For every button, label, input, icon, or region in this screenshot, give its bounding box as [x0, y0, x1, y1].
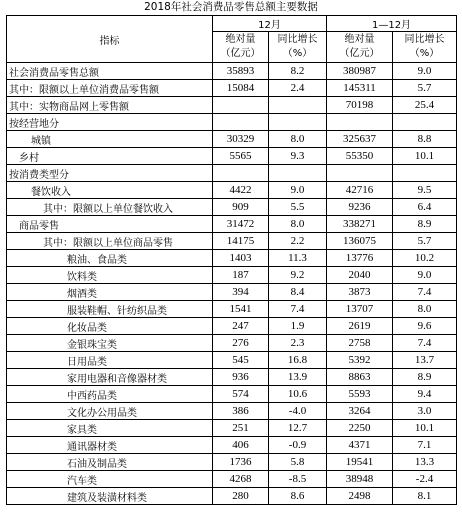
ytd-absolute-cell: 38948 [327, 471, 393, 488]
ytd-yoy-cell: 6.4 [393, 199, 457, 216]
dec-yoy-cell: 12.7 [269, 420, 327, 437]
ytd-yoy-cell: 5.7 [393, 80, 457, 97]
dec-yoy-cell: 16.8 [269, 352, 327, 369]
dec-yoy-cell: 8.4 [269, 284, 327, 301]
ytd-absolute-cell: 13707 [327, 301, 393, 318]
ytd-absolute-cell: 2040 [327, 267, 393, 284]
dec-absolute-cell: 1541 [213, 301, 269, 318]
ytd-yoy-cell [393, 165, 457, 182]
header-december: 12月 [213, 16, 327, 32]
ytd-absolute-cell: 70198 [327, 97, 393, 114]
header-jan-dec: 1—12月 [327, 16, 457, 32]
dec-yoy-cell: -0.9 [269, 437, 327, 454]
row-label: 建筑及装潢材料类 [7, 488, 213, 505]
ytd-yoy-cell: 10.1 [393, 148, 457, 165]
dec-absolute-cell: 251 [213, 420, 269, 437]
dec-yoy-cell: 11.3 [269, 250, 327, 267]
ytd-absolute-cell: 145311 [327, 80, 393, 97]
dec-absolute-cell: 936 [213, 369, 269, 386]
table-row [7, 454, 457, 471]
table-row [7, 471, 457, 488]
ytd-absolute-cell: 2498 [327, 488, 393, 505]
table-row [7, 165, 457, 182]
row-label: 家用电器和音像器材类 [7, 369, 213, 386]
ytd-absolute-cell: 3873 [327, 284, 393, 301]
ytd-yoy-cell: 8.0 [393, 301, 457, 318]
ytd-yoy-cell: 10.1 [393, 420, 457, 437]
ytd-yoy-cell: 25.4 [393, 97, 457, 114]
table-row [7, 131, 457, 148]
header-dec-absolute: 绝对量 （亿元） [213, 32, 269, 63]
dec-absolute-cell: 394 [213, 284, 269, 301]
ytd-absolute-cell: 9236 [327, 199, 393, 216]
row-label: 饮料类 [7, 267, 213, 284]
ytd-yoy-cell: 9.0 [393, 267, 457, 284]
ytd-yoy-cell: 7.1 [393, 437, 457, 454]
dec-yoy-cell: 5.8 [269, 454, 327, 471]
table-row [7, 352, 457, 369]
row-label: 烟酒类 [7, 284, 213, 301]
row-label: 日用品类 [7, 352, 213, 369]
dec-absolute-cell: 276 [213, 335, 269, 352]
table-row [7, 80, 457, 97]
table-row [7, 267, 457, 284]
ytd-yoy-cell: 9.0 [393, 63, 457, 80]
row-label: 其中：限额以上单位消费品零售额 [7, 80, 213, 97]
dec-absolute-cell [213, 97, 269, 114]
dec-absolute-cell: 4268 [213, 471, 269, 488]
row-label: 其中：实物商品网上零售额 [7, 97, 213, 114]
dec-absolute-cell: 247 [213, 318, 269, 335]
table-row [7, 284, 457, 301]
ytd-yoy-cell: 10.2 [393, 250, 457, 267]
dec-yoy-cell: 2.3 [269, 335, 327, 352]
dec-yoy-cell: 9.0 [269, 182, 327, 199]
row-label: 通讯器材类 [7, 437, 213, 454]
ytd-absolute-cell: 8863 [327, 369, 393, 386]
table-row [7, 233, 457, 250]
ytd-absolute-cell [327, 114, 393, 131]
row-label: 按消费类型分 [7, 165, 213, 182]
dec-yoy-cell: 1.9 [269, 318, 327, 335]
dec-yoy-cell: 8.0 [269, 131, 327, 148]
ytd-yoy-cell: 9.6 [393, 318, 457, 335]
table-row [7, 301, 457, 318]
header-ytd-yoy: 同比增长 （%） [393, 32, 457, 63]
row-label: 其中：限额以上单位餐饮收入 [7, 199, 213, 216]
row-label: 餐饮收入 [7, 182, 213, 199]
ytd-yoy-cell: 9.4 [393, 386, 457, 403]
dec-absolute-cell: 909 [213, 199, 269, 216]
ytd-absolute-cell: 2758 [327, 335, 393, 352]
row-label: 汽车类 [7, 471, 213, 488]
ytd-absolute-cell [327, 165, 393, 182]
row-label: 服装鞋帽、针纺织品类 [7, 301, 213, 318]
dec-absolute-cell: 1736 [213, 454, 269, 471]
ytd-absolute-cell: 5392 [327, 352, 393, 369]
ytd-yoy-cell: 7.4 [393, 284, 457, 301]
dec-absolute-cell [213, 165, 269, 182]
dec-absolute-cell [213, 114, 269, 131]
row-label: 社会消费品零售总额 [7, 63, 213, 80]
dec-absolute-cell: 386 [213, 403, 269, 420]
dec-absolute-cell: 5565 [213, 148, 269, 165]
table-row [7, 216, 457, 233]
header-dec-yoy: 同比增长 （%） [269, 32, 327, 63]
ytd-yoy-cell: 8.9 [393, 369, 457, 386]
ytd-yoy-cell: 13.3 [393, 454, 457, 471]
row-label: 中西药品类 [7, 386, 213, 403]
table-row [7, 97, 457, 114]
ytd-absolute-cell: 55350 [327, 148, 393, 165]
dec-yoy-cell: 8.0 [269, 216, 327, 233]
ytd-yoy-cell: -2.4 [393, 471, 457, 488]
table-row [7, 63, 457, 80]
dec-yoy-cell [269, 97, 327, 114]
table-title: 2018年社会消费品零售总额主要数据 [144, 1, 318, 13]
ytd-absolute-cell: 325637 [327, 131, 393, 148]
ytd-yoy-cell: 3.0 [393, 403, 457, 420]
ytd-absolute-cell: 2619 [327, 318, 393, 335]
ytd-yoy-cell: 8.1 [393, 488, 457, 505]
ytd-absolute-cell: 380987 [327, 63, 393, 80]
ytd-absolute-cell: 3264 [327, 403, 393, 420]
dec-yoy-cell: 9.2 [269, 267, 327, 284]
dec-yoy-cell: 10.6 [269, 386, 327, 403]
dec-yoy-cell: 2.4 [269, 80, 327, 97]
row-label: 金银珠宝类 [7, 335, 213, 352]
retail-sales-table [6, 15, 457, 505]
ytd-absolute-cell: 136075 [327, 233, 393, 250]
ytd-yoy-cell: 8.8 [393, 131, 457, 148]
row-label: 文化办公用品类 [7, 403, 213, 420]
header-indicator: 指标 [7, 16, 213, 63]
table-row [7, 318, 457, 335]
row-label: 其中：限额以上单位商品零售 [7, 233, 213, 250]
dec-absolute-cell: 280 [213, 488, 269, 505]
table-row [7, 250, 457, 267]
dec-yoy-cell: -4.0 [269, 403, 327, 420]
dec-absolute-cell: 187 [213, 267, 269, 284]
ytd-yoy-cell: 9.5 [393, 182, 457, 199]
table-row [7, 403, 457, 420]
ytd-absolute-cell: 19541 [327, 454, 393, 471]
dec-yoy-cell [269, 165, 327, 182]
table-row [7, 488, 457, 505]
dec-absolute-cell: 1403 [213, 250, 269, 267]
table-row [7, 182, 457, 199]
dec-absolute-cell: 545 [213, 352, 269, 369]
dec-yoy-cell: 7.4 [269, 301, 327, 318]
ytd-yoy-cell: 7.4 [393, 335, 457, 352]
row-label: 家具类 [7, 420, 213, 437]
dec-absolute-cell: 31472 [213, 216, 269, 233]
ytd-yoy-cell: 5.7 [393, 233, 457, 250]
dec-yoy-cell [269, 114, 327, 131]
table-row [7, 369, 457, 386]
dec-yoy-cell: 5.5 [269, 199, 327, 216]
ytd-yoy-cell: 8.9 [393, 216, 457, 233]
dec-yoy-cell: -8.5 [269, 471, 327, 488]
row-label: 商品零售 [7, 216, 213, 233]
dec-absolute-cell: 35893 [213, 63, 269, 80]
dec-absolute-cell: 4422 [213, 182, 269, 199]
dec-yoy-cell: 8.2 [269, 63, 327, 80]
dec-yoy-cell: 8.6 [269, 488, 327, 505]
ytd-yoy-cell: 13.7 [393, 352, 457, 369]
ytd-absolute-cell: 5593 [327, 386, 393, 403]
ytd-absolute-cell: 2250 [327, 420, 393, 437]
row-label: 化妆品类 [7, 318, 213, 335]
row-label: 石油及制品类 [7, 454, 213, 471]
dec-yoy-cell: 13.9 [269, 369, 327, 386]
header-ytd-absolute: 绝对量 （亿元） [327, 32, 393, 63]
dec-absolute-cell: 14175 [213, 233, 269, 250]
dec-absolute-cell: 30329 [213, 131, 269, 148]
dec-yoy-cell: 2.2 [269, 233, 327, 250]
table-row [7, 386, 457, 403]
table-row [7, 437, 457, 454]
table-row [7, 114, 457, 131]
row-label: 城镇 [7, 131, 213, 148]
ytd-absolute-cell: 4371 [327, 437, 393, 454]
dec-yoy-cell: 9.3 [269, 148, 327, 165]
ytd-absolute-cell: 42716 [327, 182, 393, 199]
header-row-groups [7, 16, 457, 32]
ytd-absolute-cell: 13776 [327, 250, 393, 267]
ytd-yoy-cell [393, 114, 457, 131]
table-row [7, 420, 457, 437]
table-row [7, 335, 457, 352]
dec-absolute-cell: 15084 [213, 80, 269, 97]
table-row [7, 148, 457, 165]
row-label: 按经营地分 [7, 114, 213, 131]
dec-absolute-cell: 406 [213, 437, 269, 454]
row-label: 乡村 [7, 148, 213, 165]
row-label: 粮油、食品类 [7, 250, 213, 267]
dec-absolute-cell: 574 [213, 386, 269, 403]
table-row [7, 199, 457, 216]
ytd-absolute-cell: 338271 [327, 216, 393, 233]
